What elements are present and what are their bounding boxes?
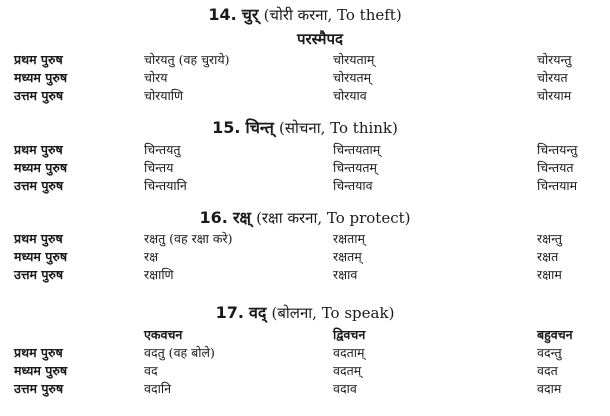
- verb-root: चिन्त्: [245, 118, 274, 137]
- plural-form: चोरयाम: [537, 88, 572, 103]
- dual-form: चिन्तयतम्: [333, 160, 378, 175]
- person-label: मध्यम पुरुष: [14, 363, 68, 378]
- table-row: [0, 248, 610, 266]
- plural-form: रक्षत: [537, 249, 559, 264]
- person-label: प्रथम पुरुष: [14, 345, 63, 360]
- singular-form: चिन्तयानि: [144, 178, 187, 193]
- dual-form: वदताम्: [333, 345, 365, 360]
- person-label: उत्तम पुरुष: [14, 381, 64, 396]
- person-label: प्रथम पुरुष: [14, 231, 63, 246]
- section-title-16: [0, 208, 610, 228]
- verb-meaning: (चोरी करना, To theft): [263, 6, 402, 24]
- singular-form: चोरयतु (वह चुराये): [144, 52, 230, 67]
- header-plural: बहुवचन: [537, 327, 573, 342]
- column-headers: [0, 326, 610, 344]
- singular-form: चिन्तय: [144, 160, 174, 175]
- table-row: [0, 141, 610, 159]
- dual-form: चिन्तयाव: [333, 178, 373, 193]
- table-row: [0, 51, 610, 69]
- verb-root: रक्ष्: [232, 208, 251, 227]
- person-label: प्रथम पुरुष: [14, 52, 63, 67]
- table-row: [0, 87, 610, 105]
- plural-form: वदत: [537, 363, 558, 378]
- table-row: [0, 159, 610, 177]
- header-singular: एकवचन: [144, 327, 183, 342]
- section-title-15: [0, 118, 610, 138]
- table-row: [0, 177, 610, 195]
- dual-form: चोरयताम्: [333, 52, 375, 67]
- plural-form: चोरयन्तु: [537, 52, 572, 67]
- table-row: [0, 266, 610, 284]
- plural-form: रक्षाम: [537, 267, 562, 282]
- section-number: 16.: [199, 208, 228, 227]
- verb-root: वद्: [249, 303, 267, 322]
- table-row: [0, 362, 610, 380]
- table-row: [0, 344, 610, 362]
- plural-form: वदाम: [537, 381, 562, 396]
- pada-label: परस्मैपद: [297, 30, 343, 48]
- verb-meaning: (सोचना, To think): [279, 119, 398, 137]
- singular-form: वदतु (वह बोले): [144, 345, 215, 360]
- person-label: मध्यम पुरुष: [14, 160, 68, 175]
- dual-form: रक्षतम्: [333, 249, 362, 264]
- table-row: [0, 230, 610, 248]
- singular-form: चिन्तयतु: [144, 142, 181, 157]
- singular-form: रक्षाणि: [144, 267, 174, 282]
- section-number: 15.: [212, 118, 241, 137]
- section-title-14: [0, 5, 610, 25]
- verb-root: चुर्: [241, 5, 259, 24]
- verb-meaning: (बोलना, To speak): [271, 304, 395, 322]
- header-dual: द्विवचन: [333, 327, 366, 342]
- singular-form: वदानि: [144, 381, 172, 396]
- plural-form: रक्षन्तु: [537, 231, 563, 246]
- plural-form: चिन्तयत: [537, 160, 574, 175]
- plural-form: चोरयत: [537, 70, 568, 85]
- singular-form: वद: [144, 363, 158, 378]
- person-label: प्रथम पुरुष: [14, 142, 63, 157]
- dual-form: वदाव: [333, 381, 357, 396]
- singular-form: चोरय: [144, 70, 168, 85]
- singular-form: रक्षतु (वह रक्षा करे): [144, 231, 233, 246]
- plural-form: वदन्तु: [537, 345, 562, 360]
- singular-form: रक्ष: [144, 249, 159, 264]
- verb-meaning: (रक्षा करना, To protect): [256, 209, 411, 227]
- person-label: उत्तम पुरुष: [14, 267, 64, 282]
- person-label: उत्तम पुरुष: [14, 88, 64, 103]
- dual-form: चोरयतम्: [333, 70, 372, 85]
- person-label: उत्तम पुरुष: [14, 178, 64, 193]
- dual-form: चोरयाव: [333, 88, 367, 103]
- dual-form: वदतम्: [333, 363, 362, 378]
- section-number: 14.: [208, 5, 237, 24]
- plural-form: चिन्तयाम: [537, 178, 578, 193]
- singular-form: चोरयाणि: [144, 88, 184, 103]
- dual-form: रक्षताम्: [333, 231, 365, 246]
- person-label: मध्यम पुरुष: [14, 70, 68, 85]
- dual-form: रक्षाव: [333, 267, 358, 282]
- section-title-17: [0, 303, 610, 323]
- section-number: 17.: [215, 303, 244, 322]
- person-label: मध्यम पुरुष: [14, 249, 68, 264]
- table-row: [0, 69, 610, 87]
- plural-form: चिन्तयन्तु: [537, 142, 578, 157]
- dual-form: चिन्तयताम्: [333, 142, 381, 157]
- table-row: [0, 380, 610, 398]
